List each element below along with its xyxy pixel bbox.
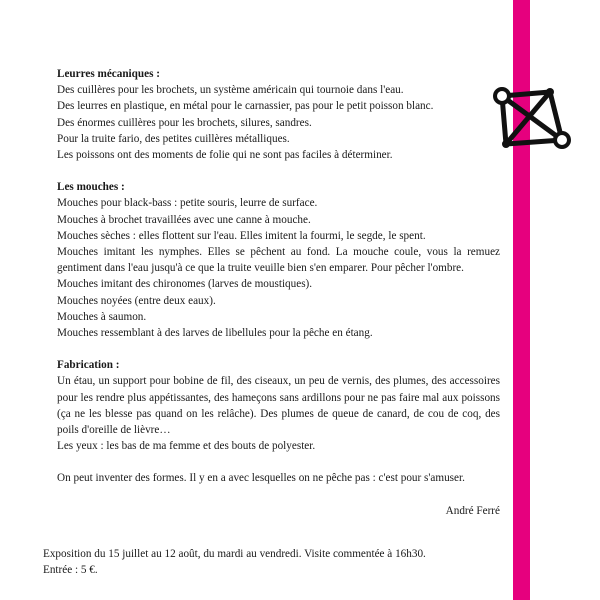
text-line: Mouches imitant les nymphes. Elles se pêchent au fond. La mouche coule, vous la remuez gentiment dans l'eau jusqu'à ce que la truite veuille bien s'en emparer. Pour pêcher l'ombre. [57,246,500,275]
text-line: Pour la truite fario, des petites cuillères métalliques. [57,132,290,145]
text-line: Des leurres en plastique, en métal pour le carnassier, pas pour le petit poisson blanc. [57,100,434,113]
text-line: Mouches imitant des chironomes (larves de moustiques). [57,278,313,291]
section-fabrication [57,357,500,454]
section-les-mouches [57,179,500,341]
section-heading: Les mouches : [57,181,125,194]
closing-paragraph [57,470,500,486]
section-heading: Fabrication : [57,359,120,372]
text-line: Des cuillères pour les brochets, un système américain qui tournoie dans l'eau. [57,84,404,97]
text-line: Les yeux : les bas de ma femme et des bouts de polyester. [57,440,316,453]
closing-text: On peut inventer des formes. Il y en a avec lesquelles on ne pêche pas : c'est pour s'amuser. [57,472,465,485]
section-leurres-mecaniques [57,66,500,163]
text-line: Mouches sèches : elles flottent sur l'eau. Elles imitent la fourmi, le segde, le spent. [57,229,426,242]
author-signature: André Ferré [445,504,500,517]
text-line: Mouches ressemblant à des larves de libellules pour la pêche en étang. [57,327,373,340]
text-line: Un étau, un support pour bobine de fil, des ciseaux, un peu de vernis, des plumes, des accessoires pour les rendre plus appétissantes, des hameçons sans ardillons pour ne pas faire mal aux poissons (ça ne les blesse pas quand on les relâche). Des plumes de queue de canard, de cou de coq, des poils d'oreille de lièvre… [57,375,500,437]
entry-price: Entrée : 5 €. [43,564,98,576]
exhibition-dates: Exposition du 15 juillet au 12 août, du mardi au vendredi. Visite commentée à 16h30. [43,548,426,560]
text-line: Les poissons ont des moments de folie qui ne sont pas faciles à déterminer. [57,149,393,162]
text-line: Des énormes cuillères pour les brochets, silures, sandres. [57,116,312,129]
text-line: Mouches à brochet travaillées avec une canne à mouche. [57,213,311,226]
section-heading: Leurres mécaniques : [57,68,160,80]
text-line: Mouches noyées (entre deux eaux). [57,294,216,307]
article-body [57,66,500,530]
exhibition-footer [43,546,503,578]
text-line: Mouches à saumon. [57,310,147,323]
text-line: Mouches pour black-bass : petite souris, leurre de surface. [57,197,318,210]
connected-nodes-square-icon [492,84,580,154]
